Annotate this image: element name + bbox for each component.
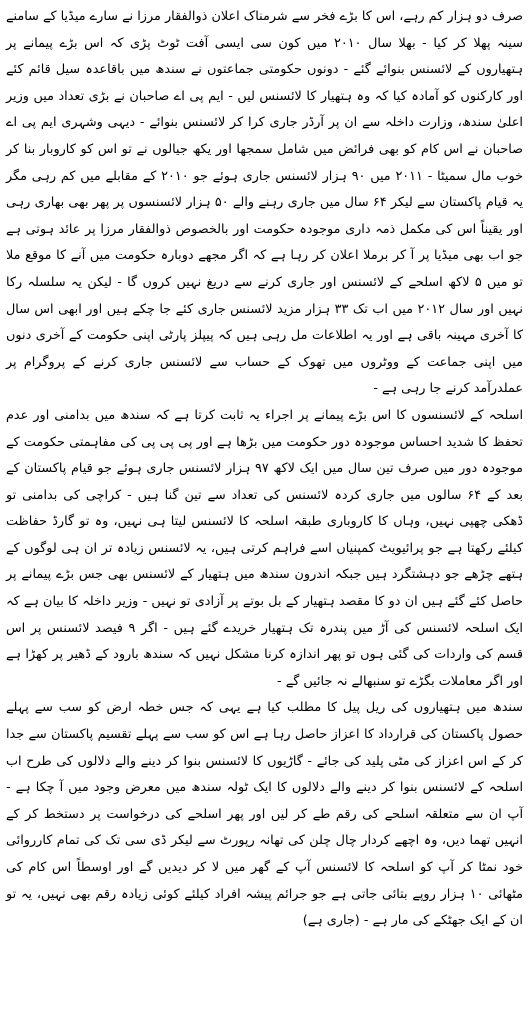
article-paragraph: اسلحہ کے لائسنسوں کا اس بڑے پیمانے پر اجراء یہ ثابت کرتا ہے کہ سندھ میں بدامنی اور عدم تحفظ کا شدید احساس موجودہ دور حکومت میں بڑھا ہے اور پی پی پی کی مفاہمتی حکومت کے موجودہ دور میں صرف تین سال میں ایک لاکھ ۹۷ ہزار لائسنس جاری ہوئے جو قیام پاکستان کے بعد کے ۶۴ سالوں میں جاری کردہ لائسنس کی تعداد سے تین گنا ہیں - کراچی کی بدامنی تو ڈھکی چھپی نہیں، وہاں کا کاروباری طبقہ اسلحہ کا لائسنس لیتا ہی نہیں، وہ تو گارڈ حفاظت کیلئے رکھتا ہے جو پرائیویٹ کمپنیاں اسے فراہم کرتی ہیں، یہ لائسنس زیادہ تر ان ہی لوگوں کے ہتھے چڑھے جو دہشتگرد ہیں جبکہ اندرون سندھ میں ہتھیار کے لائسنس بھی جس بڑے پیمانے پر حاصل کئے گئے ہیں ان دو کا مقصد ہتھیار کے بل بوتے پر آزادی تو نہیں - وزیر داخلہ کا بیان ہے کہ ایک اسلحہ لائسنس کی آڑ میں پندرہ تک ہتھیار خریدے گئے ہیں - اگر ۹ فیصد لائسنس پر اس قسم کی واردات کی گئی ہوں تو پھر اندازہ کرنا مشکل نہیں کہ سندھ بارود کے ڈھیر پر کھڑا ہے اور اگر معاملات بگڑے تو سنبھالے نہ جائیں گے - <box>6 407 523 689</box>
article-paragraph: صرف دو ہزار کم رہے، اس کا بڑے فخر سے شرمناک اعلان ذوالفقار مرزا نے سارے میڈیا کے سامنے سینہ پھلا کر کیا - بھلا سال ۲۰۱۰ میں کون سی ایسی آفت ٹوٹ پڑی کہ اس بڑے پیمانے پر ہتھیاروں کے لائسنس بنوائے گئے - دونوں حکومتی جماعتوں نے سندھ میں باقاعدہ سیل قائم کئے اور کارکنوں کو آمادہ کیا کہ وہ ہتھیار کا لائسنس لیں - ایم پی اے صاحبان نے بڑی تعداد میں وزیر اعلیٰ سندھ، وزارت داخلہ سے ان پر آرڈر جاری کرا کر لائسنس بنوائے - دیہی وشہری ایم پی اے صاحبان نے اس کام کو بھی فرائض میں شامل سمجھا اور یکھ جیالوں نے تو اس کو کاروبار بنا کر خوب مال سمیٹا - ۲۰۱۱ میں ۹۰ ہزار لائسنس جاری ہوئے جو ۲۰۱۰ کے مقابلے میں کم رہی مگر یہ قیام پاکستان سے لیکر ۶۴ سال میں جاری رہنے والے ۵۰ ہزار لائسنسوں پر پھر بھی بھاری رہی اور یقیناً اس کی مکمل ذمہ داری موجودہ حکومت اور بالخصوص ذوالفقار مرزا پر عائد ہوتی ہے جو اب بھی میڈیا پر آ کر برملا اعلان کر رہا ہے کہ اگر مجھے دوبارہ حکومت میں آنے کا موقع ملا تو میں ۵ لاکھ اسلحے کے لائسنس اور جاری کرنے سے دریغ نہیں کروں گا - لیکن یہ سلسلہ رکا نہیں اور سال ۲۰۱۲ میں اب تک ۳۳ ہزار مزید لائسنس جاری کئے جا چکے ہیں اور ابھی اس سال کا آخری مہینہ باقی ہے اور یہ اطلاعات مل رہی ہیں کہ پیپلز پارٹی اپنی حکومت کے آخری دنوں میں اپنی جماعت کے ووٹروں میں تھوک کے حساب سے لائسنس جاری کرنے کے پروگرام پر عملدرآمد کرنے جا رہی ہے - <box>6 9 524 397</box>
article-paragraph: سندھ میں ہتھیاروں کی ریل پیل کا مطلب کیا ہے یہی کہ جس خطہ ارض کو سب سے پہلے حصول پاکستان کی قرارداد کا اعزاز حاصل رہا ہے اس کو سب سے پہلے تقسیم پاکستان سے جدا کر کے اس اعزاز کی مٹی پلید کی جائے - گاڑیوں کا لائسنس بنوا کر دینے والے دلالوں کی طرح اب اسلحہ کے لائسنس بنوا کر دینے والے دلالوں کا ایک ٹولہ سندھ میں معرض وجود میں آ چکا ہے - آپ ان سے متعلقہ اسلحے کی رقم طے کر لیں اور پھر اسلحے کی درخواست پر دستخط کر کے انہیں تھما دیں، وہ اچھے کردار چال چلن کی تھانہ رپورٹ سے لیکر ڈی سی تک کی تمام کارروائی خود نمٹا کر آپ کو اسلحہ کا لائسنس آپ کے گھر میں لا کر دیدیں گے اور اوسطاً اس کام کی مٹھائی ۱۰ ہزار روپے بتائی جاتی ہے جو جرائم پیشہ افراد کیلئے کوئی زیادہ رقم بھی نہیں، یہ تو ان کے ایک جھٹکے کی مار ہے - (جاری ہے) <box>6 700 523 929</box>
